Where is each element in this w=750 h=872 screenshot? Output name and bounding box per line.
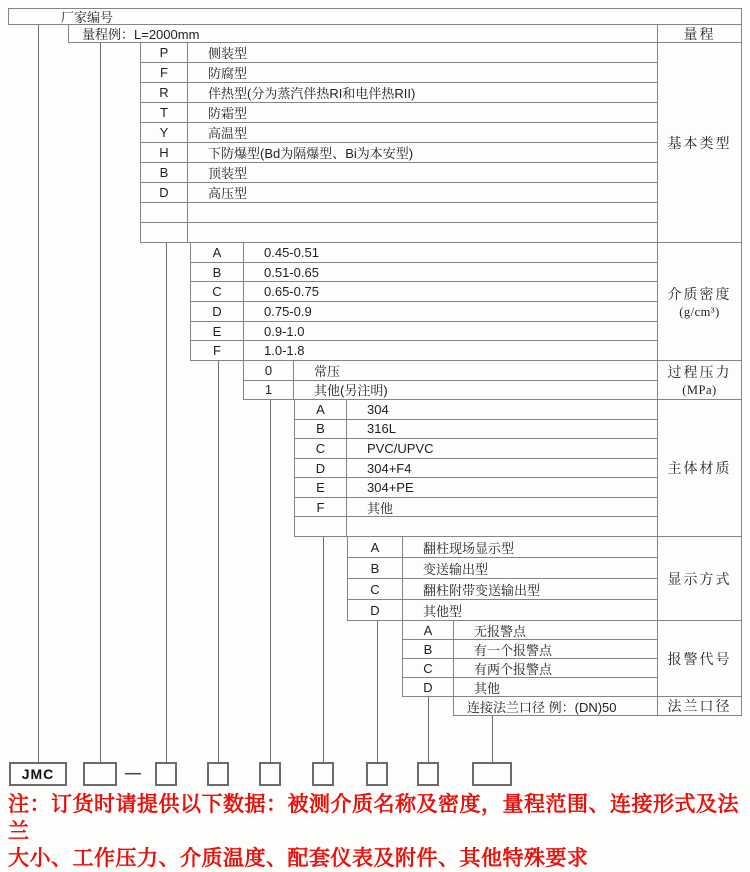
code-box (259, 762, 281, 786)
code-cell (295, 517, 347, 536)
desc-cell: 304+F4 (367, 460, 412, 476)
table-row (141, 223, 657, 242)
code-box (366, 762, 388, 786)
desc-cell: 0.45-0.51 (264, 244, 319, 260)
code-cell: A (295, 400, 347, 419)
desc-cell: 防霜型 (208, 106, 248, 121)
side-label-text: 基本类型 (667, 136, 732, 152)
code-cell: B (295, 420, 347, 439)
side-label-text: 主体材质 (667, 462, 732, 477)
desc-cell: 变送输出型 (423, 561, 489, 577)
desc-cell: PVC/UPVC (367, 440, 434, 456)
table-row (403, 659, 657, 678)
desc-cell: 其他 (474, 680, 501, 696)
desc-cell: 高压型 (208, 186, 248, 201)
desc-cell (188, 223, 657, 242)
table-row (191, 302, 657, 322)
table-row (295, 459, 657, 479)
code-cell: F (191, 341, 244, 360)
table-row (244, 361, 657, 381)
label-column-left-border (657, 25, 658, 716)
code-cell: B (191, 263, 244, 282)
table-row (141, 123, 657, 143)
code-cell: B (141, 163, 188, 182)
connector-line (323, 537, 324, 762)
code-cell: H (141, 143, 188, 162)
code-cell: D (141, 183, 188, 202)
section-table-flange-size (453, 697, 657, 716)
desc-cell: 316L (367, 421, 396, 437)
table-row (191, 243, 657, 263)
side-label-cell (657, 537, 742, 621)
connector-line (377, 621, 378, 762)
side-label-text: 显示方式 (667, 572, 732, 588)
code-box (312, 762, 334, 786)
table-row (141, 43, 657, 63)
table-row (348, 600, 657, 620)
desc-cell: 其他 (367, 500, 394, 516)
code-cell: 1 (244, 381, 294, 400)
side-label-unit: (MPa) (682, 383, 717, 397)
side-label-cell (657, 361, 742, 400)
side-label-text: 量程 (683, 27, 716, 43)
table-row (295, 498, 657, 518)
connector-line (100, 43, 101, 762)
desc-cell: 其他(另注明) (314, 383, 388, 399)
table-row (454, 697, 657, 715)
code-cell: Y (141, 123, 188, 142)
connector-line (492, 716, 493, 762)
table-row (403, 640, 657, 659)
desc-cell: 无报警点 (474, 623, 527, 639)
manufacturer-code-cell (8, 8, 742, 25)
table-row (191, 282, 657, 302)
code-cell: T (141, 103, 188, 122)
diagram-right-border (741, 8, 742, 716)
desc-cell: 翻柱附带变送输出型 (423, 582, 541, 598)
order-note (8, 791, 748, 872)
desc-cell: 304 (367, 401, 389, 417)
code-cell: D (191, 302, 244, 321)
code-cell: E (295, 478, 347, 497)
note-line-1: 注：订货时请提供以下数据：被测介质名称及密度，量程范围、连接形式及法兰 (8, 793, 739, 843)
side-label-cell (657, 400, 742, 537)
desc-cell: 1.0-1.8 (264, 343, 305, 359)
desc-cell: 其他型 (423, 603, 463, 619)
code-cell: C (348, 579, 403, 599)
code-cell: D (403, 678, 454, 696)
desc-cell: 有两个报警点 (474, 661, 553, 677)
code-cell: B (348, 558, 403, 578)
desc-cell: 防腐型 (208, 66, 248, 81)
code-cell (141, 203, 188, 222)
code-cell: E (191, 322, 244, 341)
table-row (295, 439, 657, 459)
desc-cell (188, 203, 657, 222)
table-row (295, 478, 657, 498)
section-table-pressure (243, 361, 657, 400)
code-cell: A (191, 243, 244, 262)
manufacturer-label: 厂家编号 (61, 10, 114, 25)
section-table-material (294, 400, 657, 537)
side-label-text: 过程压力 (667, 366, 732, 381)
desc-cell: 伴热型(分为蒸汽伴热RI和电伴热RII) (208, 86, 416, 101)
table-row (348, 579, 657, 600)
code-box (472, 762, 512, 786)
code-cell: C (295, 439, 347, 458)
table-row (141, 83, 657, 103)
section-table-density (190, 243, 657, 361)
separator-dash: — (125, 765, 141, 782)
connector-line (38, 25, 39, 762)
side-label-cell (657, 243, 742, 361)
model-prefix-box: JMC (9, 762, 67, 786)
table-row (295, 420, 657, 440)
code-cell: D (348, 600, 403, 620)
code-cell: A (348, 537, 403, 557)
desc-cell: 下防爆型(Bd为隔爆型、Bi为本安型) (208, 146, 414, 161)
connector-line (270, 400, 271, 762)
desc-cell: 高温型 (208, 126, 248, 141)
code-cell (141, 223, 188, 242)
table-row (244, 381, 657, 400)
code-cell: C (191, 282, 244, 301)
section-table-display-mode (347, 537, 657, 621)
table-row (403, 678, 657, 696)
table-row (295, 400, 657, 420)
side-label-text: 法兰口径 (667, 700, 732, 715)
code-cell: R (141, 83, 188, 102)
range-example-cell (68, 25, 657, 43)
connector-line (218, 361, 219, 762)
table-row (141, 143, 657, 163)
table-row (348, 537, 657, 558)
desc-cell: 翻柱现场显示型 (423, 540, 515, 556)
desc-cell: 有一个报警点 (474, 642, 553, 658)
code-cell: B (403, 640, 454, 658)
table-row (141, 63, 657, 83)
side-label-unit: (g/cm³) (679, 304, 720, 319)
range-example-label: 量程例：L=2000mm (82, 27, 200, 42)
desc-cell: 常压 (314, 363, 341, 379)
code-cell: P (141, 43, 188, 62)
side-label-text: 报警代号 (667, 652, 732, 668)
side-label-cell (657, 621, 742, 697)
code-box (417, 762, 439, 786)
code-box (207, 762, 229, 786)
table-row (141, 183, 657, 203)
desc-cell: 侧装型 (208, 46, 248, 61)
desc-cell: 0.65-0.75 (264, 284, 319, 300)
desc-cell: 0.51-0.65 (264, 264, 319, 280)
desc-cell: 顶装型 (208, 166, 248, 181)
table-row (191, 341, 657, 360)
code-cell: A (403, 621, 454, 639)
desc-cell: 连接法兰口径 例：(DN)50 (467, 699, 617, 715)
side-label-cell (657, 25, 742, 43)
table-row (348, 558, 657, 579)
code-cell: F (141, 63, 188, 82)
side-label-text: 介质密度 (667, 287, 732, 303)
code-box (155, 762, 177, 786)
desc-cell: 304+PE (367, 480, 414, 496)
connector-line (166, 243, 167, 762)
table-row (141, 103, 657, 123)
code-cell: D (295, 459, 347, 478)
section-table-basic-type (140, 43, 657, 243)
table-row (141, 163, 657, 183)
desc-cell (347, 517, 657, 536)
code-cell: 0 (244, 361, 294, 380)
table-row (141, 203, 657, 223)
desc-cell: 0.75-0.9 (264, 303, 312, 319)
section-table-alarm-code (402, 621, 657, 697)
table-row (191, 322, 657, 342)
note-line-2: 大小、工作压力、介质温度、配套仪表及附件、其他特殊要求 (8, 847, 589, 870)
table-row (191, 263, 657, 283)
table-row (403, 621, 657, 640)
connector-line (428, 697, 429, 762)
desc-cell: 0.9-1.0 (264, 323, 305, 339)
side-label-cell (657, 697, 742, 716)
side-label-cell (657, 43, 742, 243)
table-row (295, 517, 657, 536)
code-box (83, 762, 117, 786)
code-cell: F (295, 498, 347, 517)
code-cell: C (403, 659, 454, 677)
